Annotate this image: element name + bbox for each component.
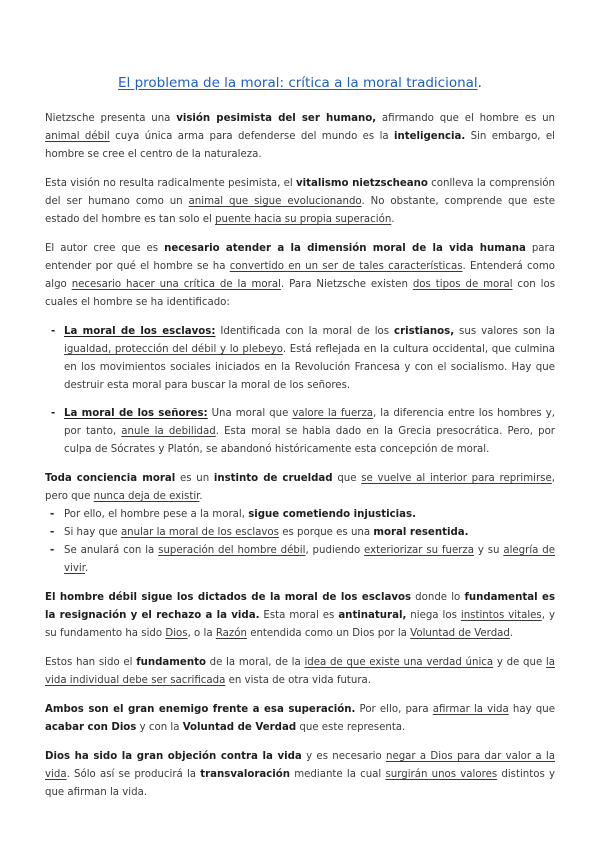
bold-text: visión pesimista del ser humano, bbox=[176, 113, 377, 124]
text: de la moral, de la bbox=[205, 657, 305, 668]
text: . No obstante, comprende que este estado del hombre es tan solo el bbox=[45, 196, 555, 225]
underlined-text: superación del hombre débil bbox=[158, 545, 306, 556]
bold-text: necesario atender a la dimensión moral de la vida humana bbox=[164, 243, 526, 254]
text: Estos han sido el bbox=[45, 657, 137, 668]
text: Esta moral es bbox=[259, 610, 339, 621]
text: entendida como un Dios por la bbox=[246, 628, 411, 639]
bold-text: inteligencia. bbox=[394, 131, 466, 142]
underlined-text: la vida individual debe ser sacrificada bbox=[45, 657, 555, 686]
underlined-text: anule la debilidad bbox=[121, 426, 216, 437]
bold-text: Toda conciencia moral bbox=[45, 473, 176, 484]
text: y con la bbox=[136, 722, 183, 733]
text: Si hay que bbox=[64, 527, 121, 538]
text: Nietzsche presenta una bbox=[45, 113, 177, 124]
text: mediante la cual bbox=[290, 769, 386, 780]
bold-text: sigue cometiendo injusticias. bbox=[248, 509, 416, 520]
text: distintos y que afirman la vida. bbox=[45, 769, 555, 798]
underlined-text: Dios bbox=[165, 628, 188, 639]
underlined-text: Voluntad de Verdad bbox=[410, 628, 510, 639]
paragraph-3 bbox=[45, 240, 555, 312]
list-item-slave-morality bbox=[45, 323, 555, 395]
bold-text: fundamento bbox=[136, 657, 206, 668]
underlined-text: animal débil bbox=[45, 131, 110, 142]
text: . Para Nietzsche existen bbox=[280, 279, 413, 290]
text: Identificada con la moral de los bbox=[215, 326, 395, 337]
text: . bbox=[391, 214, 395, 225]
text: que este representa. bbox=[296, 722, 406, 733]
underlined-text: instintos vitales bbox=[460, 610, 542, 621]
underlined-text: convertido en un ser de tales características bbox=[229, 261, 463, 272]
bold-text: cristianos, bbox=[394, 326, 455, 337]
paragraph-2 bbox=[45, 175, 555, 229]
underlined-text: negar a Dios para dar valor a la vida bbox=[45, 751, 555, 780]
text: , y su fundamento ha sido bbox=[45, 610, 555, 639]
underlined-text: puente hacia su propia superación bbox=[215, 214, 392, 225]
bold-text: fundamental es la resignación y el rechazo a la vida. bbox=[45, 592, 556, 621]
list-item bbox=[45, 524, 555, 542]
text: , o la bbox=[187, 628, 216, 639]
bold-text: instinto de crueldad bbox=[213, 473, 333, 484]
underlined-text: anular la moral de los esclavos bbox=[120, 527, 279, 538]
text: niega los bbox=[406, 610, 461, 621]
text: . Sólo así se producirá la bbox=[66, 769, 201, 780]
list-item-master-morality bbox=[45, 405, 555, 459]
paragraph-4 bbox=[45, 470, 555, 506]
title-period: . bbox=[477, 75, 482, 91]
text: . Entenderá como algo bbox=[45, 261, 555, 290]
list-item bbox=[45, 506, 555, 524]
bold-text: transvaloración bbox=[200, 769, 291, 780]
text: hay que bbox=[508, 704, 555, 715]
list-item-heading: La moral de los señores: bbox=[64, 408, 208, 419]
paragraph-7 bbox=[45, 701, 555, 737]
text: , la diferencia entre los hombres y, por tanto, bbox=[64, 408, 555, 437]
text: y de que bbox=[493, 657, 546, 668]
text: Por ello, el hombre pese a la moral, bbox=[64, 509, 249, 520]
underlined-text: idea de que existe una verdad única bbox=[304, 657, 494, 668]
text: y su bbox=[474, 545, 504, 556]
text: donde lo bbox=[411, 592, 465, 603]
bold-text: antinatural, bbox=[338, 610, 407, 621]
conscience-list bbox=[45, 506, 555, 578]
underlined-text: dos tipos de moral bbox=[412, 279, 513, 290]
list-item-heading: La moral de los esclavos: bbox=[64, 326, 216, 337]
underlined-text: surgirán unos valores bbox=[385, 769, 498, 780]
text: para entender por qué el hombre se ha bbox=[45, 243, 555, 272]
bold-text: acabar con Dios bbox=[45, 722, 137, 733]
text: Esta visión no resulta radicalmente pesimista, el bbox=[45, 178, 296, 189]
paragraph-1 bbox=[45, 110, 555, 164]
text: en vista de otra vida futura. bbox=[225, 675, 372, 686]
moral-types-list bbox=[45, 323, 555, 459]
text: sus valores son la bbox=[454, 326, 555, 337]
underlined-text: afirmar la vida bbox=[432, 704, 509, 715]
bold-text: El hombre débil sigue los dictados de la moral de los esclavos bbox=[45, 592, 412, 603]
bold-text: Dios ha sido la gran objeción contra la vida bbox=[45, 751, 302, 762]
text: . bbox=[84, 563, 89, 574]
text: con los cuales el hombre se ha identificado: bbox=[45, 279, 555, 308]
bold-text: Ambos son el gran enemigo frente a esa superación. bbox=[45, 704, 356, 715]
list-item bbox=[45, 542, 555, 578]
text: cuya única arma para defenderse del mundo es la bbox=[109, 131, 394, 142]
text: . Esta moral se habla dado en la Grecia presocrática. Pero, por culpa de Sócrates y Platón, se abandonó históricamente esta concepción de moral. bbox=[64, 426, 555, 455]
text: , pero que bbox=[45, 473, 555, 502]
underlined-text: se vuelve al interior para reprimirse bbox=[361, 473, 552, 484]
text: Una moral que bbox=[207, 408, 293, 419]
text: es porque es una bbox=[278, 527, 374, 538]
paragraph-6 bbox=[45, 654, 555, 690]
underlined-text: Razón bbox=[215, 628, 247, 639]
underlined-text: alegría de vivir bbox=[64, 545, 555, 574]
text: . bbox=[199, 491, 203, 502]
text: afirmando que el hombre es un bbox=[376, 113, 556, 124]
text: , pudiendo bbox=[305, 545, 365, 556]
text: El autor cree que es bbox=[45, 243, 165, 254]
underlined-text: exteriorizar su fuerza bbox=[364, 545, 475, 556]
bold-text: moral resentida. bbox=[373, 527, 469, 538]
text: es un bbox=[175, 473, 214, 484]
bold-text: Voluntad de Verdad bbox=[182, 722, 297, 733]
underlined-text: igualdad, protección del débil y lo plebeyo bbox=[64, 344, 283, 355]
paragraph-8 bbox=[45, 748, 555, 802]
text: Sin embargo, el hombre se cree el centro de la naturaleza. bbox=[45, 131, 555, 160]
underlined-text: valore la fuerza bbox=[292, 408, 374, 419]
text: que bbox=[332, 473, 362, 484]
text: y es necesario bbox=[301, 751, 386, 762]
underlined-text: nunca deja de existir bbox=[93, 491, 200, 502]
paragraph-5 bbox=[45, 589, 555, 643]
text: Por ello, para bbox=[355, 704, 433, 715]
title-link[interactable]: El problema de la moral: crítica a la moral tradicional bbox=[118, 75, 478, 91]
bold-text: vitalismo nietzscheano bbox=[295, 178, 428, 189]
document-body bbox=[45, 74, 555, 813]
text: . Está reflejada en la cultura occidental, que culmina en los movimientos sociales iniciados en la Revolución Francesa y con el socialismo. Hay que destruir esta moral para buscar la moral de los señores. bbox=[64, 344, 555, 391]
text: conlleva la comprensión del ser humano como un bbox=[45, 178, 555, 207]
underlined-text: animal que sigue evolucionando bbox=[188, 196, 362, 207]
text: . bbox=[509, 628, 514, 639]
text: Se anulará con la bbox=[64, 545, 159, 556]
page-title bbox=[45, 74, 555, 92]
underlined-text: necesario hacer una crítica de la moral bbox=[71, 279, 281, 290]
